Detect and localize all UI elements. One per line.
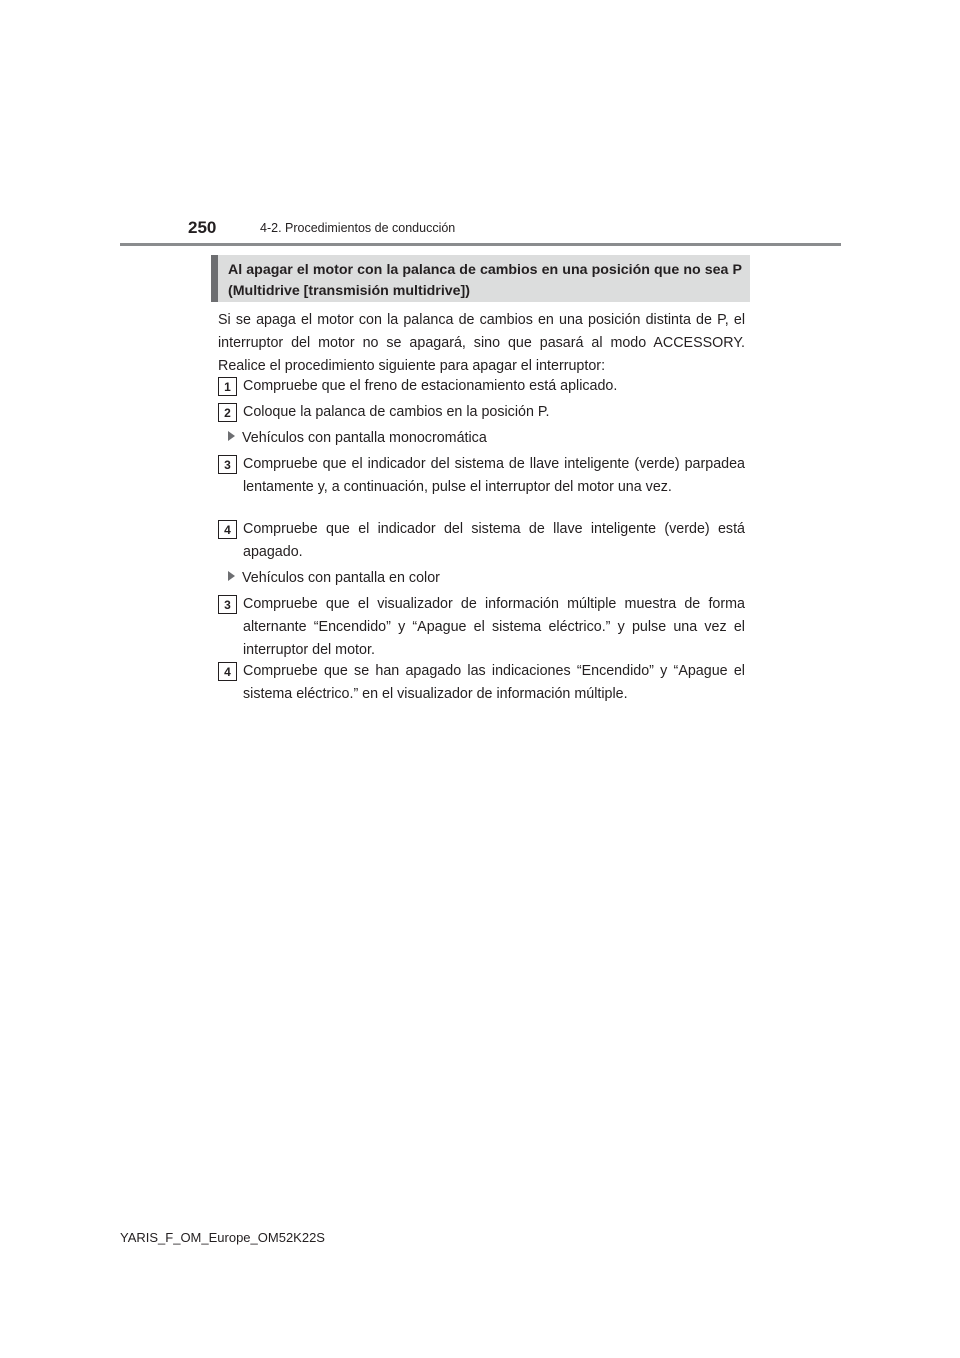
bullet-label: Vehículos con pantalla en color [242, 570, 440, 586]
step-4-mono [218, 518, 745, 564]
step-text: Compruebe que el indicador del sistema de llave inteligente (verde) parpadea lentamente y, a continuación, pulse el interruptor del motor una vez. [243, 456, 745, 495]
header-divider [120, 243, 841, 246]
step-text: Compruebe que el freno de estacionamiento está aplicado. [243, 378, 618, 394]
step-text: Compruebe que el visualizador de información múltiple muestra de forma alternante “Encendido” y “Apague el sistema eléctrico.” y pulse una vez el interruptor del motor. [243, 596, 745, 658]
right-triangle-arrow-icon [228, 431, 235, 441]
bullet-label: Vehículos con pantalla monocromática [242, 430, 487, 446]
step-2 [218, 401, 745, 424]
page-number: 250 [188, 218, 217, 237]
step-3-mono [218, 453, 745, 499]
step-number-badge: 3 [218, 455, 237, 474]
bullet-mono-display [228, 427, 487, 450]
step-text: Compruebe que se han apagado las indicaciones “Encendido” y “Apague el sistema eléctrico.” en el visualizador de información múltiple. [243, 663, 745, 702]
step-number-badge: 1 [218, 377, 237, 396]
step-3-color [218, 593, 745, 662]
step-text: Coloque la palanca de cambios en la posición P. [243, 404, 550, 420]
step-text: Compruebe que el indicador del sistema de llave inteligente (verde) está apagado. [243, 521, 745, 560]
document-footer: YARIS_F_OM_Europe_OM52K22S [120, 1230, 325, 1245]
step-number-badge: 4 [218, 662, 237, 681]
right-triangle-arrow-icon [228, 571, 235, 581]
section-heading: Al apagar el motor con la palanca de cambios en una posición que no sea P (Multidrive [transmisión multidrive]) [211, 255, 750, 302]
step-number-badge: 4 [218, 520, 237, 539]
step-number-badge: 3 [218, 595, 237, 614]
step-number-badge: 2 [218, 403, 237, 422]
bullet-color-display [228, 567, 440, 590]
section-title: 4-2. Procedimientos de conducción [260, 221, 456, 235]
intro-paragraph: Si se apaga el motor con la palanca de cambios en una posición distinta de P, el interruptor del motor no se apagará, sino que pasará al modo ACCESSORY. Realice el procedimiento siguiente para apagar el interruptor: [218, 312, 745, 374]
step-4-color [218, 660, 745, 706]
step-1 [218, 375, 745, 398]
